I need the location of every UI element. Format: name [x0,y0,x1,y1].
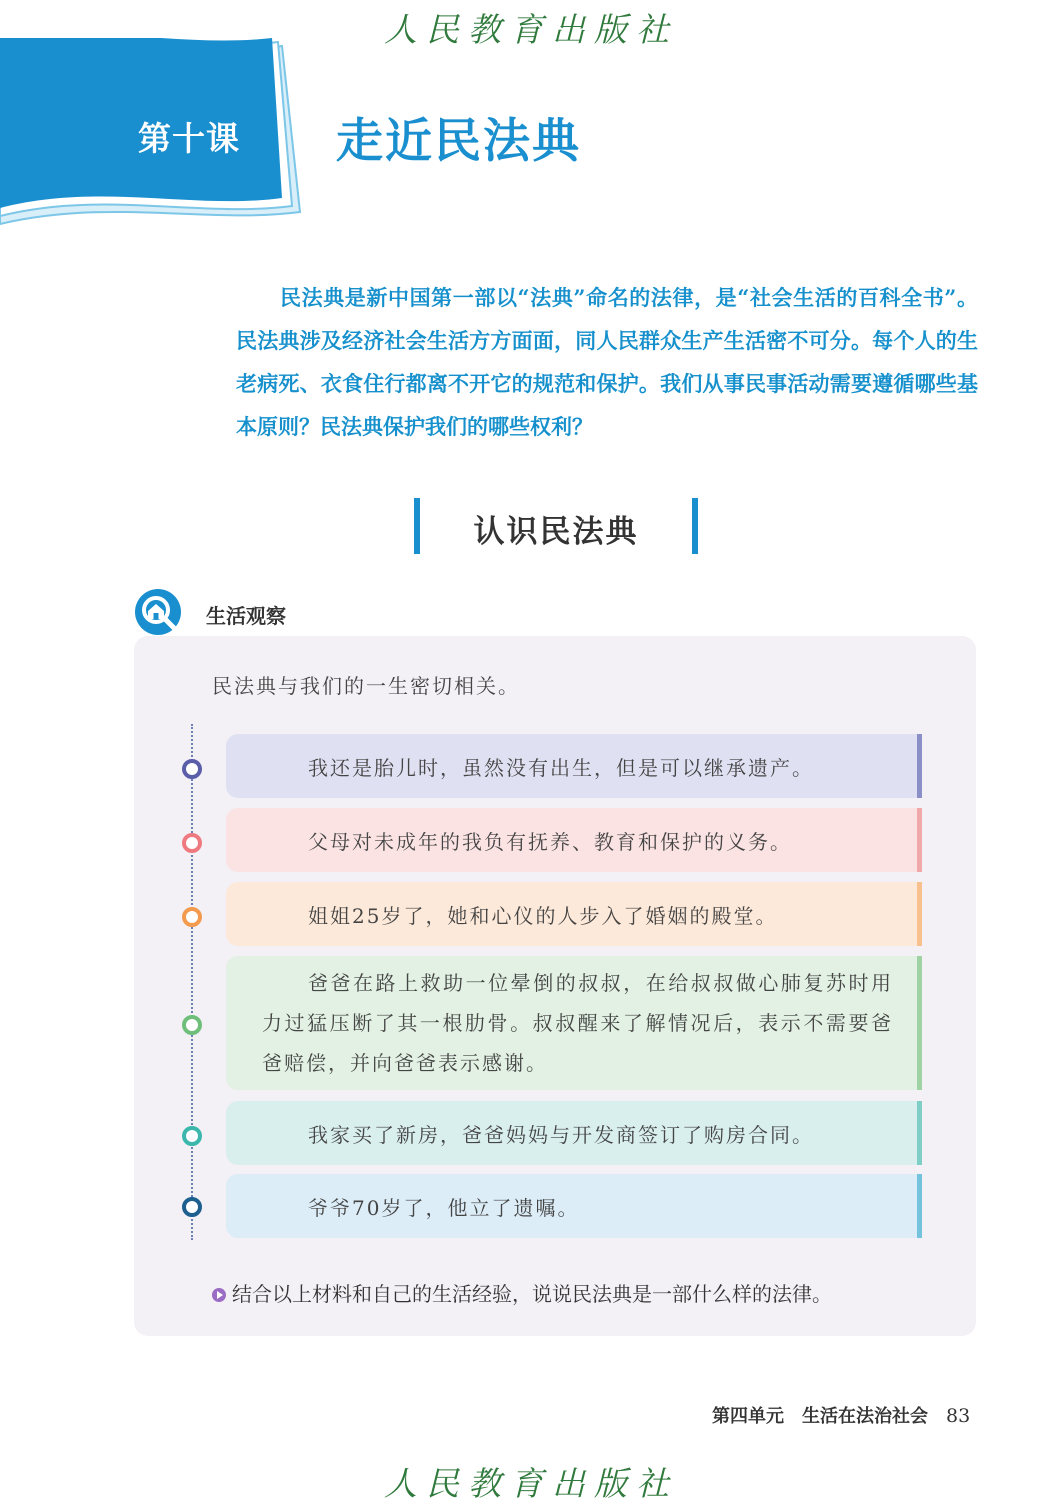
timeline-line [191,724,193,1240]
section-bar-right [692,498,698,554]
publisher-watermark-top: 人民教育出版社 [384,10,678,49]
timeline-card [226,1174,922,1238]
lesson-number: 第十课 [138,119,240,158]
timeline-dot [182,1197,202,1217]
timeline-card-text: 父母对未成年的我负有抚养、教育和保护的义务。 [308,829,792,854]
page-footer [712,1402,970,1428]
timeline-dot [182,759,202,779]
section-title: 认识民法典 [473,514,639,550]
question-text: 结合以上材料和自己的生活经验，说说民法典是一部什么样的法律。 [232,1282,832,1306]
timeline-dot [182,907,202,927]
timeline-card-text: 爸爸在路上救助一位晕倒的叔叔，在给叔叔做心肺复苏时用力过猛压断了其一根肋骨。叔叔醒来了解情况后，表示不需要爸爸赔偿，并向爸爸表示感谢。 [262,971,893,1075]
lesson-title: 走近民法典 [336,114,581,169]
house-magnifier-icon [134,588,184,638]
timeline-dot [182,1126,202,1146]
observation-lead: 民法典与我们的一生密切相关。 [212,674,520,698]
timeline-card [226,956,922,1090]
play-triangle-icon [212,1288,226,1302]
timeline-card [226,1101,922,1165]
section-heading [414,498,698,554]
timeline-dot [182,833,202,853]
timeline-card [226,882,922,946]
page-number: 83 [946,1405,971,1427]
intro-paragraph: 民法典是新中国第一部以“法典”命名的法律，是“社会生活的百科全书”。民法典涉及经济社会生活方方面面，同人民群众生产生活密不可分。每个人的生老病死、衣食住行都离不开它的规范和保护。我们从事民事活动需要遵循哪些基本原则？民法典保护我们的哪些权利？ [236,285,978,439]
publisher-watermark-bottom: 人民教育出版社 [384,1464,678,1503]
discussion-question [212,1278,832,1307]
timeline-card-text: 姐姐25岁了，她和心仪的人步入了婚姻的殿堂。 [308,903,778,928]
timeline-card-text: 我还是胎儿时，虽然没有出生，但是可以继承遗产。 [308,755,814,780]
timeline-card-text: 爷爷70岁了，他立了遗嘱。 [308,1195,580,1220]
timeline-dot [182,1015,202,1035]
timeline-card [226,808,922,872]
timeline-card-text: 我家买了新房，爸爸妈妈与开发商签订了购房合同。 [308,1122,814,1147]
observation-label: 生活观察 [206,604,286,628]
timeline-card [226,734,922,798]
footer-unit: 第四单元 生活在法治社会 [712,1406,928,1427]
